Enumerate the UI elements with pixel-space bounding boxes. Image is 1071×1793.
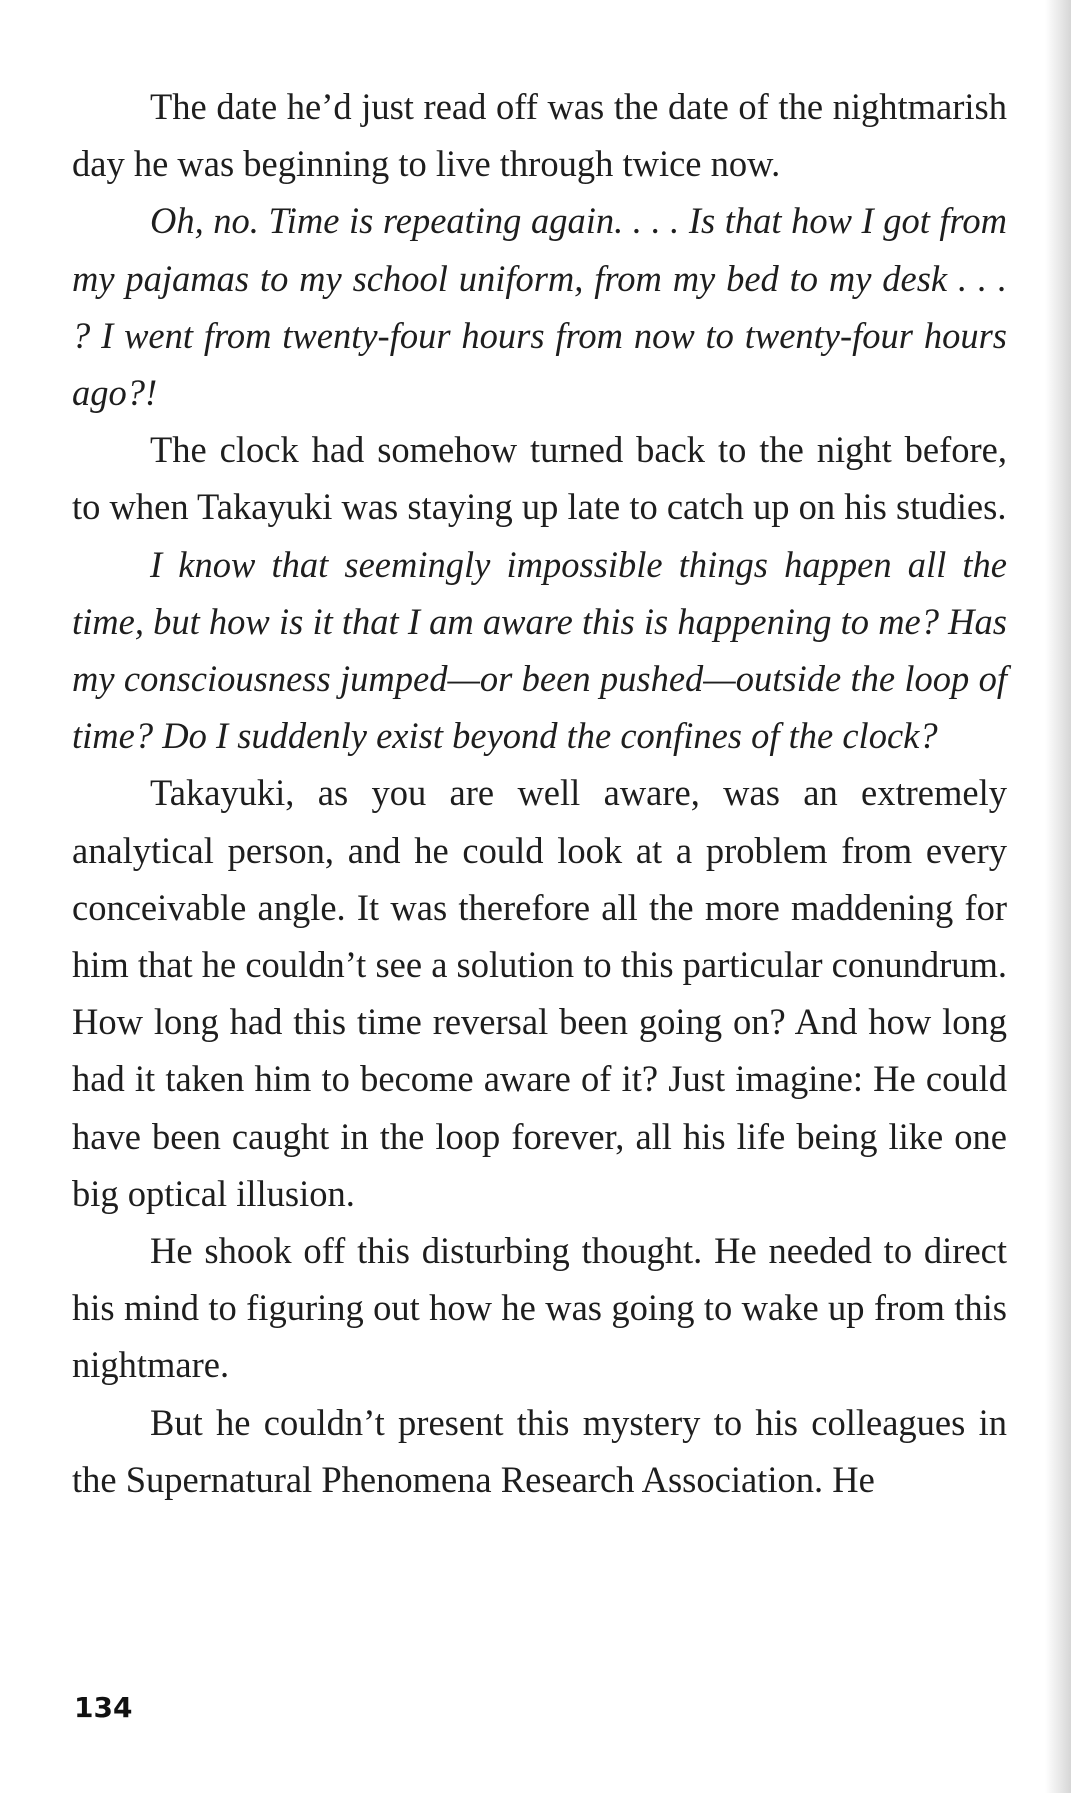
paragraph-3: The clock had somehow turned back to the night before, to when Takayuki was staying up late to catch up on his studies. bbox=[72, 429, 1007, 528]
paragraph-2-thought: Oh, no. Time is repeating again. . . . Is that how I got from my pajamas to my school uniform, from my bed to my desk . . . ? I went from twenty-four hours from now to twenty-four hours ago?! bbox=[72, 200, 1007, 414]
paragraph-6: He shook off this disturbing thought. He needed to direct his mind to figuring out how he was going to wake up from this nightmare. bbox=[72, 1230, 1007, 1386]
body-text bbox=[72, 78, 1007, 1508]
paragraph-1: The date he’d just read off was the date of the nightmarish day he was beginning to live through twice now. bbox=[72, 86, 1007, 185]
paragraph-7: But he couldn’t present this mystery to his colleagues in the Supernatural Phenomena Research Association. He bbox=[72, 1401, 1007, 1500]
paragraph-5: Takayuki, as you are well aware, was an extremely analytical person, and he could look at a problem from every conceivable angle. It was therefore all the more maddening for him that he couldn’t see a solution to this particular conundrum. How long had this time reversal been going on? And how long had it taken him to become aware of it? Just imagine: He could have been caught in the loop forever, all his life being like one big optical illusion. bbox=[72, 772, 1007, 1214]
page-number: 134 bbox=[74, 1691, 133, 1724]
paragraph-4-thought: I know that seemingly impossible things happen all the time, but how is it that I am aware this is happening to me? Has my consciousness jumped—or been pushed—outside the loop of time? Do I suddenly exist beyond the confines of the clock? bbox=[72, 543, 1007, 757]
page-edge-shadow bbox=[1045, 0, 1071, 1793]
